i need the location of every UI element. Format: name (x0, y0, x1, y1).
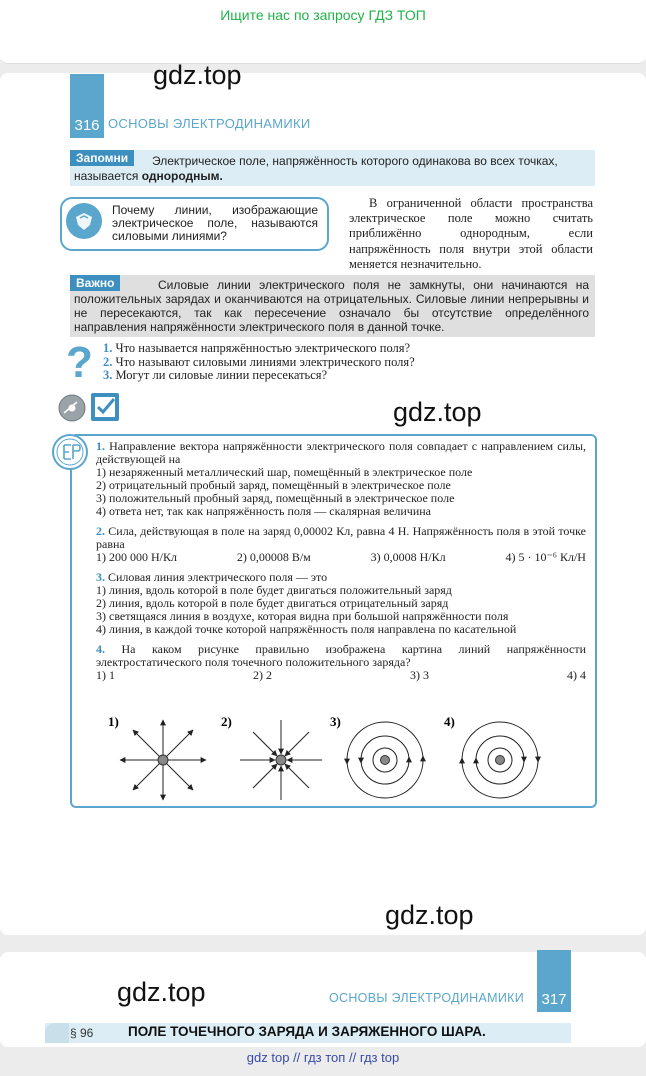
diagram-1-outward-lines (120, 720, 206, 800)
question-bubble-icon (66, 203, 102, 239)
footer-link[interactable]: гдз top (359, 1050, 400, 1065)
diagram-4-concentric-lines (462, 722, 538, 798)
answer-option: 2) 2 (253, 668, 272, 682)
promo-text[interactable]: Ищите нас по запросу ГДЗ ТОП (220, 7, 426, 23)
answer-option: 4) линия, в каждой точке которой напряжённость поля направлена по касательной (96, 622, 517, 636)
question-mark-icon: ? (66, 338, 93, 387)
diagram-2-inward-lines (240, 720, 322, 800)
test-questions (96, 440, 586, 682)
remember-tag: Запомни (70, 150, 134, 166)
answer-option: 2) 0,00008 В/м (236, 550, 311, 564)
top-card (0, 33, 646, 64)
review-questions (103, 342, 583, 383)
test-question-text: Сила, действующая в поле на заряд 0,00002 Кл, равна 4 Н. Напряжённость поля в этой точке равна (96, 524, 586, 551)
field-lines-figure (100, 712, 560, 802)
answer-option: 4) 5 · 10⁻⁶ Кл/Н (505, 550, 586, 564)
test-question-number: 3. (96, 570, 105, 584)
figure-label: 4) (444, 714, 455, 729)
answer-option: 3) светящаяся линия в воздухе, которая видна при большой напряжённости поля (96, 609, 509, 623)
answer-option: 1) линия, вдоль которой в поле будет двигаться положительный заряд (96, 583, 452, 597)
section-icon (45, 1023, 69, 1043)
page-number-tab (70, 74, 104, 138)
question-bubble-text: Почему линии, изображающие электрическое поле, называются силовыми линиями? (112, 203, 318, 243)
answer-option: 2) линия, вдоль которой в поле будет двигаться отрицательный заряд (96, 596, 449, 610)
review-question (103, 369, 583, 383)
answer-option: 4) ответа нет, так как напряжённость поля — скалярная величина (96, 504, 431, 518)
review-question-text: Могут ли силовые линии пересекаться? (115, 368, 328, 382)
important-text: Силовые линии электрического поля не замкнуты, они начинаются на положительных зарядах и оканчиваются на отрицательных. Силовые линии непрерывны и не пересекаются, так как пересечение означало бы отсутствие определённого направления напряжённости электрического поля в данной точке. (74, 278, 589, 334)
test-question-text: Силовая линия электрического поля — это (108, 570, 328, 584)
answer-option: 4) 4 (567, 668, 586, 682)
review-question (103, 342, 583, 356)
review-question-number: 1. (103, 341, 113, 355)
test-question-number: 4. (96, 642, 105, 656)
section-title: ПОЛЕ ТОЧЕЧНОГО ЗАРЯДА И ЗАРЯЖЕННОГО ШАРА. (128, 1024, 486, 1039)
watermark: gdz.top (117, 977, 206, 1007)
disc-icon[interactable] (57, 393, 87, 428)
answer-options-row (96, 669, 586, 682)
next-page-header: ОСНОВЫ ЭЛЕКТРОДИНАМИКИ (329, 991, 524, 1005)
answer-option: 2) отрицательный пробный заряд, помещённый в электрическое поле (96, 478, 451, 492)
next-page-number-tab (537, 950, 571, 1012)
page-number: 316 (74, 117, 100, 134)
side-text: В ограниченной области пространства электрическое поле можно считать приближённо однородным, если напряжённость поля внутри этой области меняется незначительно. (349, 196, 593, 271)
test-question-text: Направление вектора напряжённости электрического поля совпадает с направлением силы, действующей на (96, 439, 587, 466)
watermark: gdz.top (153, 60, 242, 90)
review-question-text: Что называется напряжённостью электрического поля? (115, 341, 411, 355)
watermark: gdz.top (393, 397, 482, 427)
answer-option: 3) положительный пробный заряд, помещённый в электрическое поле (96, 491, 455, 505)
answer-option: 1) незаряженный металлический шар, помещённый в электрическое поле (96, 465, 473, 479)
test-question-text: На каком рисунке правильно изображена картина линий напряжённости электростатического поля точечного положительного заряда? (96, 642, 587, 669)
footer-separator: // (348, 1050, 357, 1065)
diagram-3-concentric-lines (347, 722, 423, 798)
answer-options-row (96, 551, 586, 564)
test-question-4 (96, 643, 586, 669)
page-header: ОСНОВЫ ЭЛЕКТРОДИНАМИКИ (108, 116, 311, 131)
answer-option: 1) 200 000 Н/Кл (96, 550, 177, 564)
test-question-2 (96, 525, 586, 551)
section-number: § 96 (70, 1026, 94, 1040)
figure-label: 3) (330, 714, 341, 729)
footer-link[interactable]: гдз топ (303, 1050, 346, 1065)
footer-links (0, 1050, 646, 1065)
figure-label: 1) (108, 714, 119, 729)
checklist-icon[interactable] (90, 392, 120, 427)
important-tag: Важно (70, 275, 120, 291)
test-question-number: 2. (96, 524, 105, 538)
test-question-1 (96, 440, 586, 466)
answer-option: 3) 3 (410, 668, 429, 682)
footer-separator: // (293, 1050, 301, 1065)
review-question-number: 2. (103, 354, 113, 369)
footer-link[interactable]: gdz top (246, 1050, 290, 1065)
ege-icon (51, 433, 89, 476)
next-page-number: 317 (541, 991, 567, 1008)
review-question-text: Что называют силовыми линиями электрического поля? (115, 354, 415, 369)
remember-definition: Электрическое поле, напряжённость которого одинакова во всех точках, называется (74, 154, 558, 183)
figure-label: 2) (221, 714, 232, 729)
watermark: gdz.top (385, 900, 474, 930)
remember-text (74, 154, 589, 184)
review-question (103, 356, 583, 370)
test-question-number: 1. (96, 439, 105, 453)
answer-option: 3) 0,0008 Н/Кл (370, 550, 446, 564)
review-question-number: 3. (103, 368, 113, 382)
remember-term: однородным. (141, 169, 223, 183)
answer-option: 1) 1 (96, 668, 115, 682)
